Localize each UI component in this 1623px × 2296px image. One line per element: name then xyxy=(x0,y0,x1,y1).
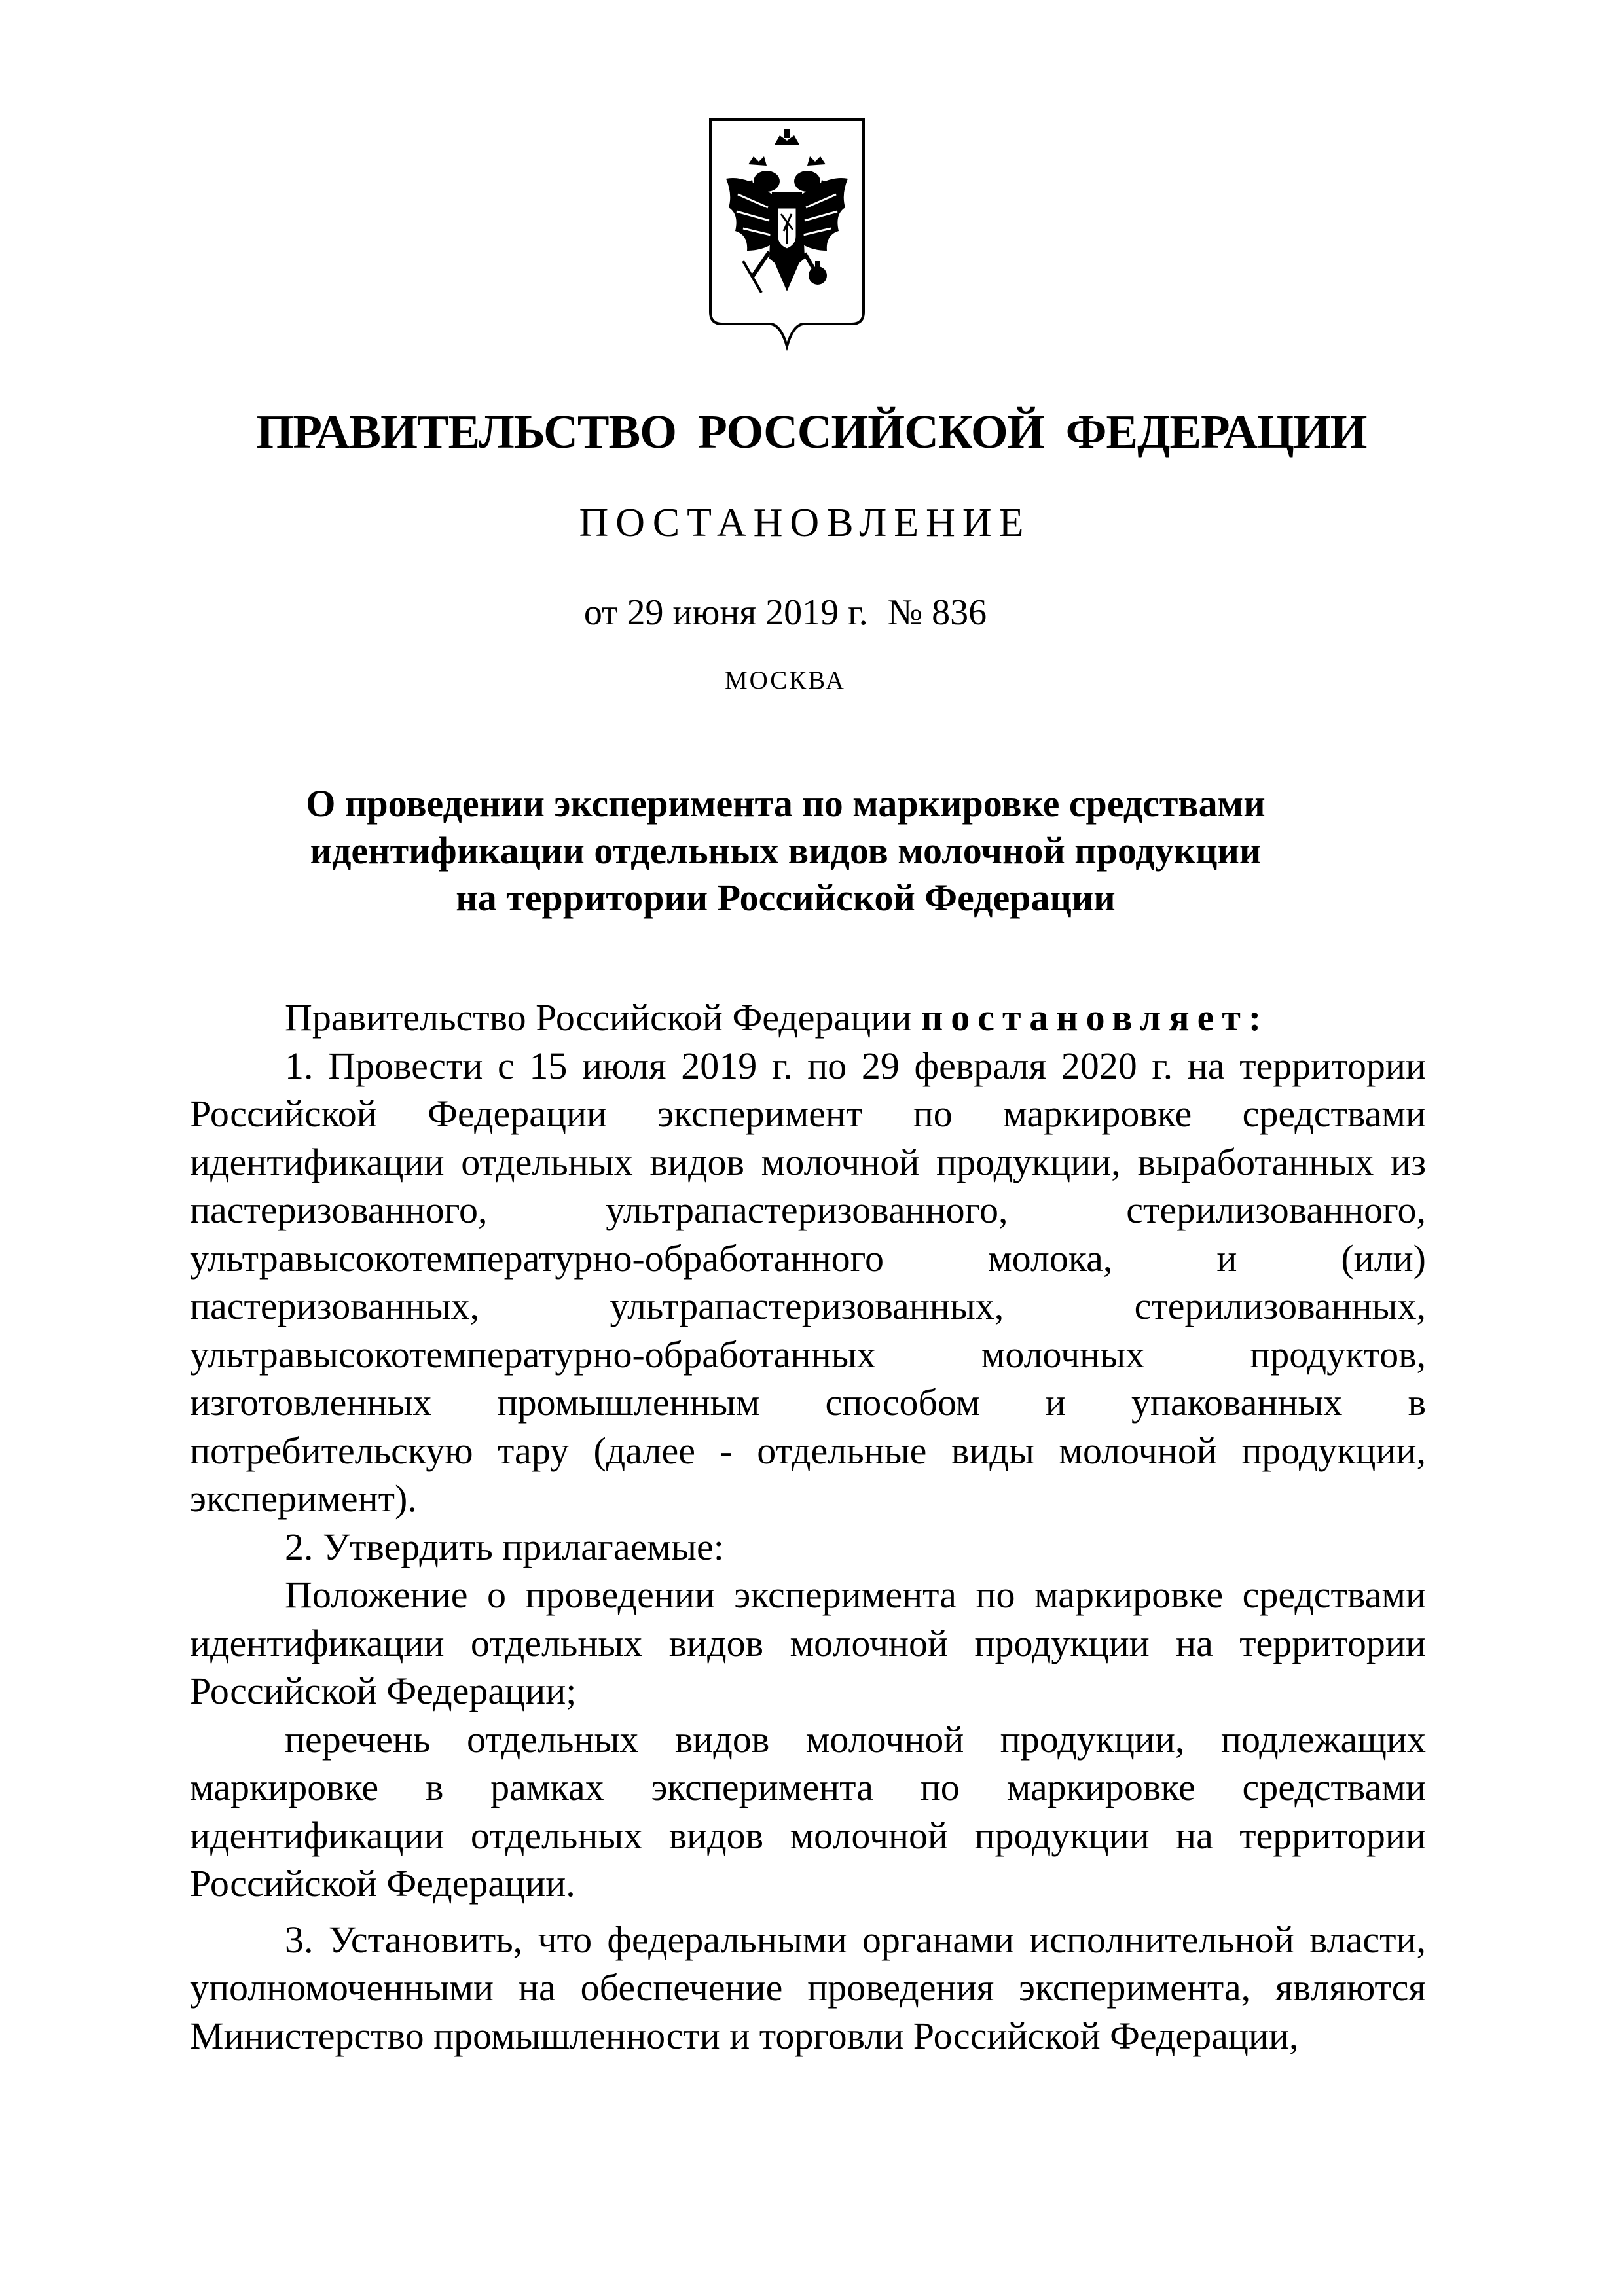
paragraph-2: 2. Утвердить прилагаемые: xyxy=(285,1525,724,1568)
document-type: ПОСТАНОВЛЕНИЕ xyxy=(579,501,1031,545)
intro-text: Правительство Российской Федерации xyxy=(285,996,921,1039)
document-number: № 836 xyxy=(887,592,987,633)
paragraph-1: 1. Провести с 15 июля 2019 г. по 29 февраля 2020 г. на территории Российской Федерации эксперимент по маркировке средствами идентификации отдельных видов молочной продукции, выработанных из пастеризованного, ультрапастеризованного, стерилизованного, ультравысокотемпературно-обработанного молока, и (или) пастеризованных, ультрапастеризованных, стерилизованных, ультравысокотемпературно-обработанных молочных продуктов, изготовленных промышленным способом и упакованных в потребительскую тару (далее - отдельные виды молочной продукции, эксперимент). xyxy=(190,1044,1426,1520)
paragraph-2-item-a: Положение о проведении эксперимента по маркировке средствами идентификации отдельных видов молочной продукции на территории Российской Федерации; xyxy=(190,1573,1426,1712)
intro-paragraph xyxy=(190,994,1426,1042)
intro-decree-word: постановляет: xyxy=(921,996,1269,1039)
subject-line-3: на территории Российской Федерации xyxy=(456,876,1116,919)
document-subject xyxy=(288,780,1283,922)
subject-line-1: О проведении эксперимента по маркировке средствами xyxy=(306,782,1266,825)
document-date-line xyxy=(0,592,1597,634)
document-place: МОСКВА xyxy=(724,666,847,694)
document-date: от 29 июня 2019 г. xyxy=(583,592,868,633)
paragraph-2-item-b: перечень отдельных видов молочной продукции, подлежащих маркировке в рамках эксперимента по маркировке средствами идентификации отдельных видов молочной продукции на территории Российской Федерации. xyxy=(190,1717,1426,1905)
coat-of-arms-icon xyxy=(706,116,867,351)
subject-line-2: идентификации отдельных видов молочной продукции xyxy=(310,829,1262,872)
document-body xyxy=(190,994,1426,2060)
paragraph-3: 3. Установить, что федеральными органами исполнительной власти, уполномоченными на обеспечение проведения эксперимента, являются Министерство промышленности и торговли Российской Федерации, xyxy=(190,1918,1426,2057)
government-name: ПРАВИТЕЛЬСТВО РОССИЙСКОЙ ФЕДЕРАЦИИ xyxy=(256,405,1367,458)
